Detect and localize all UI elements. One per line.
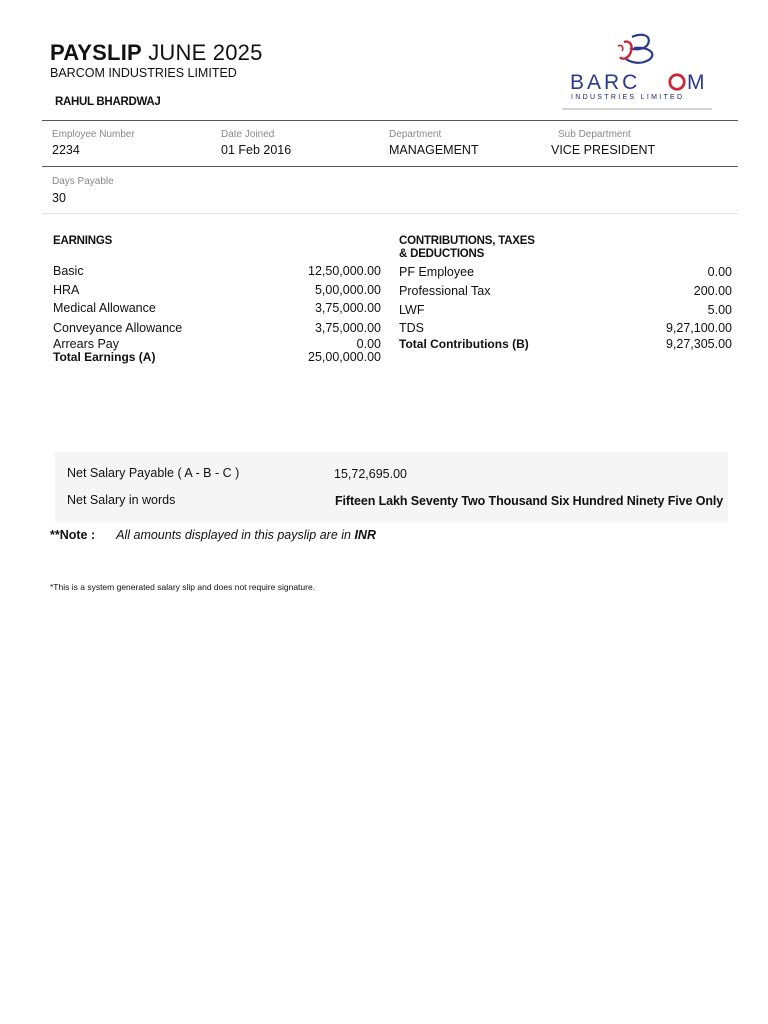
employee-name: RAHUL BHARDWAJ: [55, 96, 161, 108]
earning-row: Conveyance Allowance 3,75,000.00: [53, 321, 381, 335]
note-label: **Note :: [50, 528, 96, 542]
total-contributions-row: Total Contributions (B) 9,27,305.00: [399, 337, 732, 351]
company-name: BARCOM INDUSTRIES LIMITED: [50, 66, 237, 80]
deduction-row: Professional Tax 200.00: [399, 284, 732, 298]
days-payable: 30: [52, 191, 66, 205]
deduction-row: LWF 5.00: [399, 303, 732, 317]
earnings-heading: EARNINGS: [53, 235, 113, 247]
logo-subtitle: INDUSTRIES LIMITED: [571, 94, 685, 101]
sub-department-label: Sub Department: [558, 129, 631, 140]
deduction-row: PF Employee 0.00: [399, 265, 732, 279]
date-joined-label: Date Joined: [221, 129, 275, 140]
total-earnings-row: Total Earnings (A) 25,00,000.00: [53, 350, 381, 364]
net-salary-words: Fifteen Lakh Seventy Two Thousand Six Hundred Ninety Five Only: [335, 494, 724, 508]
days-payable-label: Days Payable: [52, 176, 114, 187]
barcom-logo-icon: [560, 32, 720, 112]
note-text: All amounts displayed in this payslip are in: [116, 528, 355, 542]
company-logo: [560, 32, 720, 112]
earning-row: Basic 12,50,000.00: [53, 264, 381, 278]
header-divider: [42, 120, 738, 121]
net-salary-words-label: Net Salary in words: [67, 493, 176, 507]
logo-o-ring: [670, 75, 684, 89]
net-salary-value: 15,72,695.00: [334, 467, 407, 481]
department-label: Department: [389, 129, 442, 140]
net-salary-box: [55, 452, 728, 522]
net-salary-label: Net Salary Payable ( A - B - C ): [67, 466, 240, 480]
earning-row: HRA 5,00,000.00: [53, 283, 381, 297]
info-divider: [42, 166, 738, 167]
deductions-heading: CONTRIBUTIONS, TAXES & DEDUCTIONS: [399, 235, 535, 260]
deduction-row: TDS 9,27,100.00: [399, 321, 732, 335]
sub-department: VICE PRESIDENT: [551, 143, 656, 157]
note-currency: INR: [354, 528, 376, 542]
department: MANAGEMENT: [389, 143, 479, 157]
days-divider: [42, 213, 738, 214]
employee-number-label: Employee Number: [52, 129, 135, 140]
earning-row: Arrears Pay 0.00: [53, 337, 381, 351]
logo-word-end: M: [687, 71, 705, 94]
logo-word: BARC: [570, 71, 641, 94]
currency-note: [50, 528, 376, 542]
employee-number: 2234: [52, 143, 80, 157]
footer-disclaimer: *This is a system generated salary slip and does not require signature.: [50, 582, 316, 592]
earning-row: Medical Allowance 3,75,000.00: [53, 301, 381, 315]
payslip-title: PAYSLIP JUNE 2025: [50, 40, 263, 65]
date-joined: 01 Feb 2016: [221, 143, 292, 157]
